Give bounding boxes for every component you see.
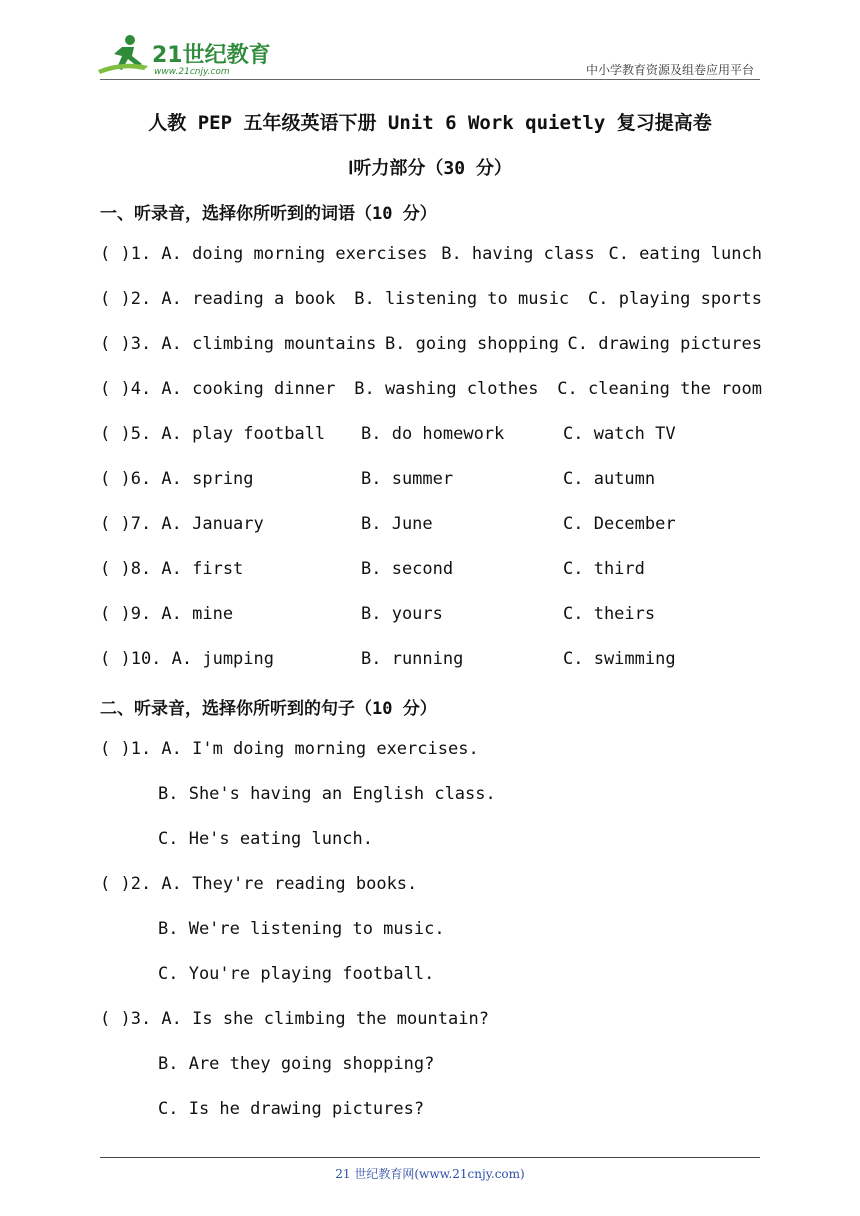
option-c: C. swimming [563,649,676,669]
runner-icon [98,35,148,74]
logo-url: www.21cnjy.com [154,67,230,77]
option-b: B. We're listening to music. [158,919,445,939]
header-divider [100,79,760,80]
option-a: ( )7. A. January [100,514,264,534]
footer-link[interactable]: 21 世纪教育网(www.21cnjy.com) [335,1167,525,1181]
question-row [100,244,762,270]
part-title: Ⅰ听力部分（30 分） [348,158,512,179]
footer-divider [100,1157,760,1158]
question-row [100,874,762,900]
option-b: B. washing clothes [354,379,539,399]
page-title: 人教 PEP 五年级英语下册 Unit 6 Work quietly 复习提高卷 [148,112,712,134]
option-c: C. drawing pictures [567,334,762,354]
question-row [100,289,762,315]
option-a: ( )1. A. doing morning exercises [100,244,428,264]
option-b: B. June [361,514,433,534]
option-c: C. theirs [563,604,656,624]
option-c: C. cleaning the room [557,379,762,399]
question-row [100,559,762,585]
option-b: B. do homework [361,424,505,444]
section-heading: 二、听录音，选择你所听到的句子（10 分） [100,699,437,719]
option-c: C. eating lunch [608,244,762,264]
option-b: B. second [361,559,454,579]
option-b: B. going shopping [384,334,559,354]
question-row [100,649,762,675]
option-b: B. Are they going shopping? [158,1054,435,1074]
question-row [100,739,762,765]
section-heading: 一、听录音，选择你所听到的词语（10 分） [100,204,437,224]
option-c: C. Is he drawing pictures? [158,1099,425,1119]
option-b: B. yours [361,604,443,624]
option-a: ( )2. A. They're reading books. [100,874,418,894]
question-row [100,514,762,540]
option-b: B. listening to music [354,289,570,309]
option-a: ( )10. A. jumping [100,649,274,669]
option-a: ( )2. A. reading a book [100,289,336,309]
option-a: ( )9. A. mine [100,604,234,624]
header-tagline: 中小学教育资源及组卷应用平台 [585,63,754,77]
option-a: ( )6. A. spring [100,469,254,489]
option-c: C. watch TV [563,424,676,444]
question-row [100,469,762,495]
option-c: C. playing sports [588,289,762,309]
option-b: B. running [361,649,464,669]
option-a: ( )8. A. first [100,559,244,579]
option-a: ( )3. A. Is she climbing the mountain? [100,1009,489,1029]
option-a: ( )1. A. I'm doing morning exercises. [100,739,479,759]
option-a: ( )4. A. cooking dinner [100,379,336,399]
option-c: C. You're playing football. [158,964,435,984]
option-b: B. having class [441,244,595,264]
option-c: C. He's eating lunch. [158,829,373,849]
option-c: C. third [563,559,645,579]
option-a: ( )5. A. play football [100,424,326,444]
option-a: ( )3. A. climbing mountains [100,334,377,354]
question-row [100,604,762,630]
question-row [100,1009,762,1035]
question-row [100,379,762,405]
logo-text: 21世纪教育 [152,43,271,68]
question-row [100,334,762,360]
question-row [100,424,762,450]
option-b: B. summer [361,469,454,489]
site-logo [92,32,272,80]
option-c: C. December [563,514,676,534]
option-c: C. autumn [563,469,656,489]
option-b: B. She's having an English class. [158,784,496,804]
